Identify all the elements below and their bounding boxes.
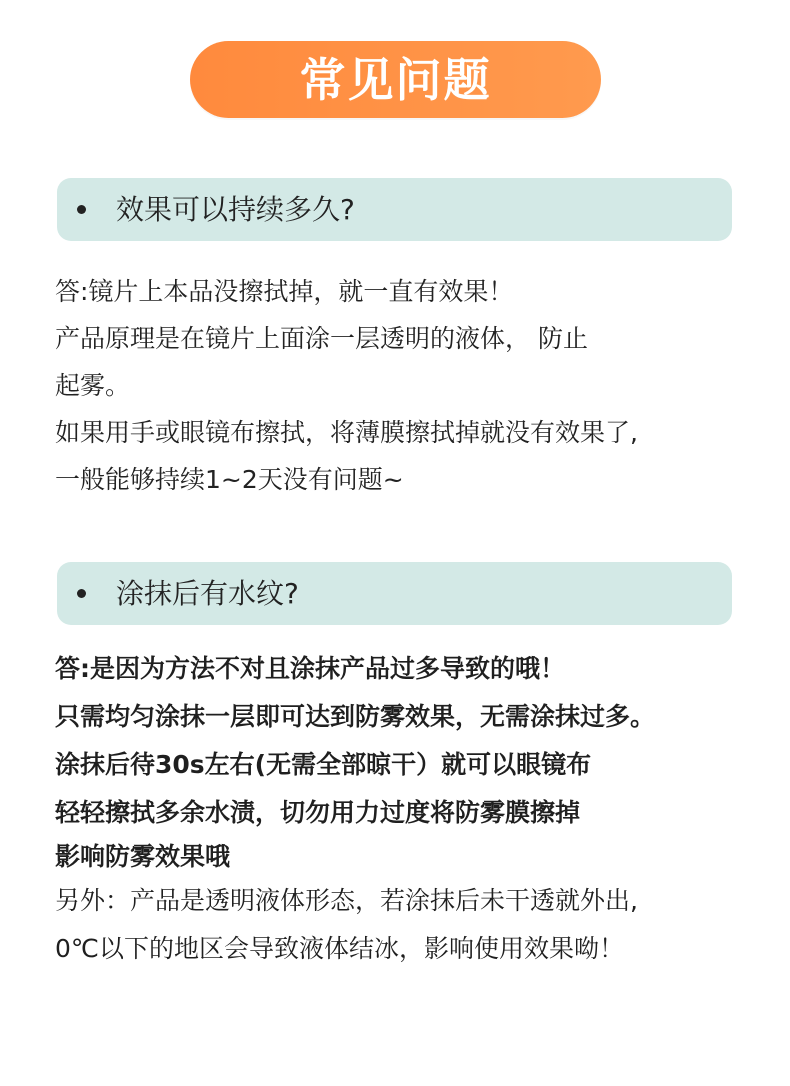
- question-bar-1: [57, 178, 732, 241]
- answer-line: 0℃以下的地区会导致液体结冰，影响使用效果呦！: [55, 934, 624, 963]
- answer-line: 产品原理是在镜片上面涂一层透明的液体， 防止: [55, 324, 588, 353]
- answer-line: 另外：产品是透明液体形态，若涂抹后未干透就外出,: [55, 886, 638, 915]
- answer-line: 轻轻擦拭多余水渍，切勿用力过度将防雾膜擦掉: [55, 798, 581, 827]
- page-title: 常见问题: [299, 52, 492, 107]
- answer-line: 如果用手或眼镜布擦拭，将薄膜擦拭掉就没有效果了,: [55, 418, 638, 447]
- faq-title-banner: [190, 41, 601, 118]
- question-text-2: 涂抹后有水纹?: [116, 576, 299, 610]
- answer-line: 影响防雾效果哦: [55, 842, 231, 871]
- answer-block-1: [55, 268, 765, 503]
- answer-line: 只需均匀涂抹一层即可达到防雾效果，无需涂抹过多。: [55, 702, 656, 731]
- answer-line: 答:镜片上本品没擦拭掉，就一直有效果！: [55, 277, 514, 306]
- answer-line: 答:是因为方法不对且涂抹产品过多导致的哦！: [55, 654, 565, 683]
- bullet-icon: [77, 205, 86, 214]
- answer-block-2: [55, 645, 765, 973]
- question-bar-2: [57, 562, 732, 625]
- answer-line: 起雾。: [55, 371, 131, 400]
- question-text-1: 效果可以持续多久?: [116, 192, 355, 226]
- answer-line: 涂抹后待30s左右(无需全部晾干）就可以眼镜布: [55, 750, 592, 779]
- bullet-icon: [77, 589, 86, 598]
- answer-line: 一般能够持续1~2天没有问题~: [55, 465, 404, 494]
